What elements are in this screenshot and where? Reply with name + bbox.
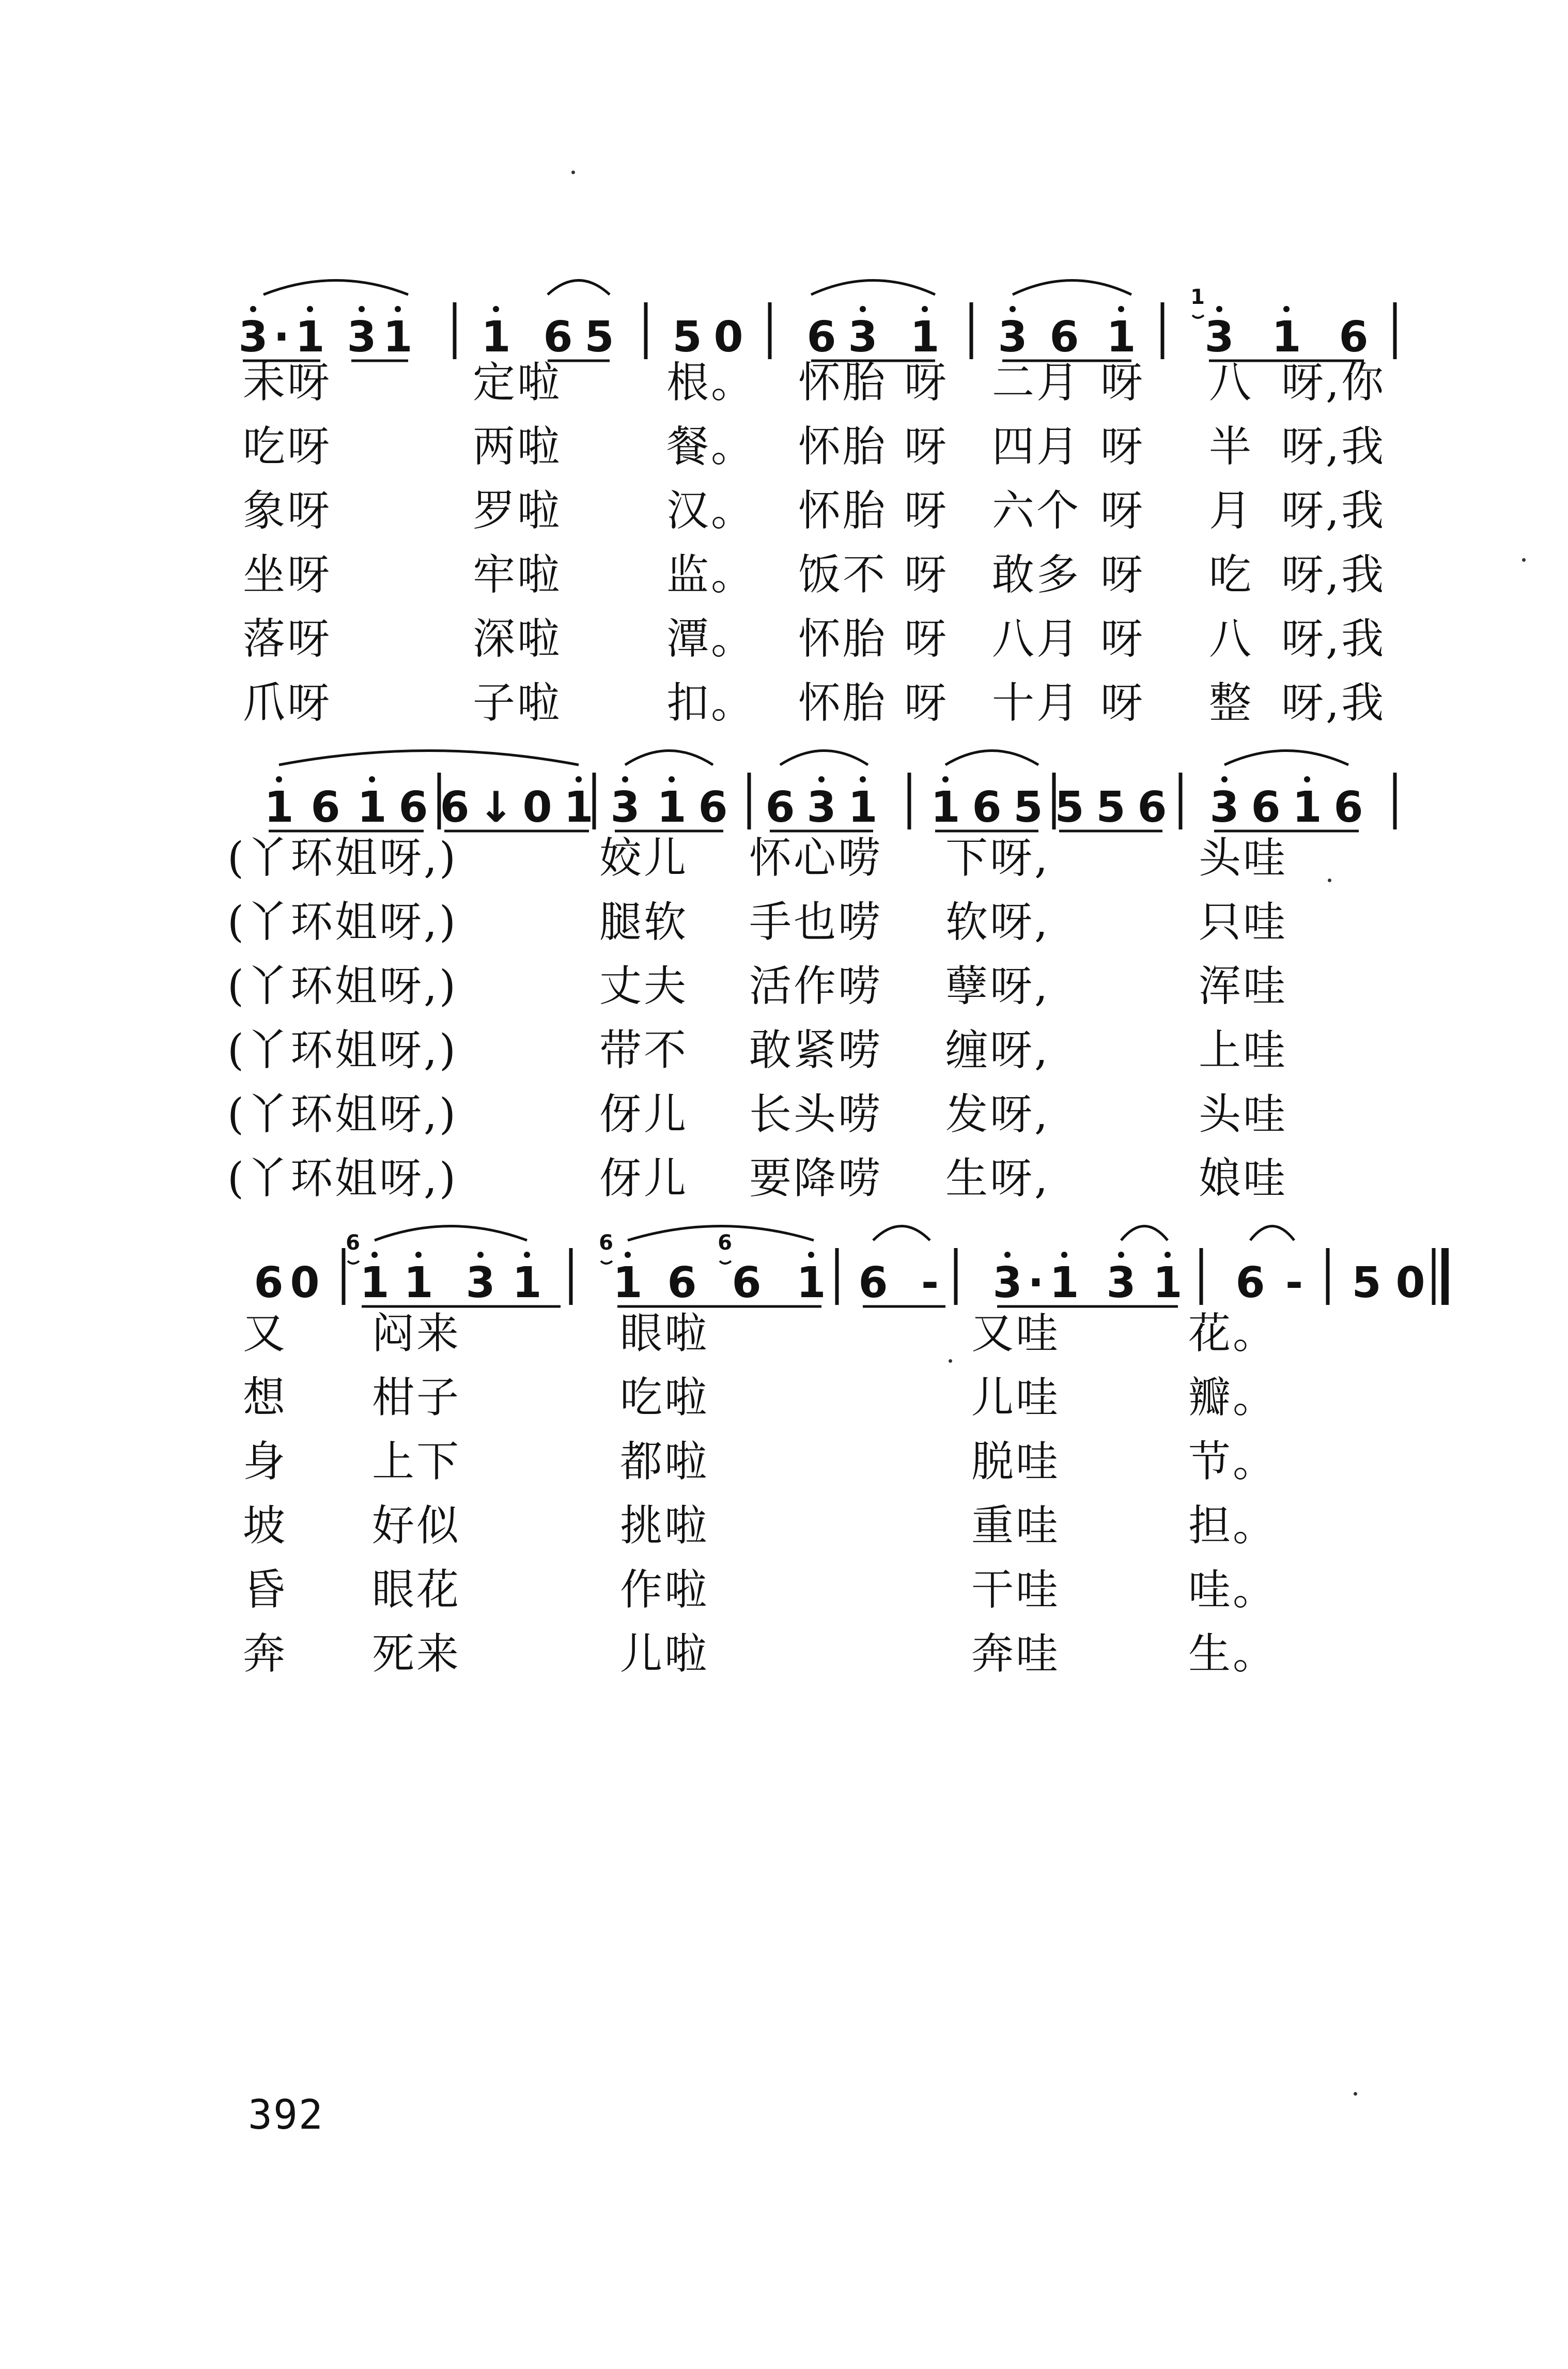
lyric-text: 伢儿	[599, 1090, 689, 1139]
note-digit: 1	[295, 313, 325, 362]
lyric-text: 长头唠	[749, 1090, 883, 1139]
lyric-text: 吃呀	[243, 422, 332, 471]
lyric-text: 根。	[666, 358, 756, 407]
lyric-text: 敢紧唠	[749, 1026, 883, 1075]
note-digit: 1	[357, 783, 387, 832]
lyric-text: 怀胎	[798, 679, 888, 728]
note-digit: 1	[1153, 1258, 1183, 1307]
lyric-text: 怀胎	[798, 422, 888, 471]
lyric-text: 干哇	[971, 1565, 1061, 1614]
slur-arc	[263, 281, 408, 295]
lyric-text: 生。	[1188, 1629, 1278, 1679]
lyric-text: 坡	[243, 1501, 288, 1550]
page-number: 392	[248, 2092, 324, 2139]
octave-dot-above	[818, 776, 825, 782]
scan-speck	[1354, 2092, 1357, 2096]
lyric-text: 罗啦	[473, 486, 562, 535]
note-digit: 1	[360, 1258, 390, 1307]
lyric-text: 呀	[1100, 614, 1145, 664]
lyric-text: 软呀,	[945, 898, 1050, 947]
note-digit: 6	[858, 1258, 888, 1307]
lyric-text: 身	[243, 1437, 288, 1486]
note-digit: 5	[1096, 783, 1126, 832]
octave-dot-above	[1061, 1252, 1067, 1258]
lyric-text: 监。	[666, 550, 756, 599]
lyric-text: 呀	[904, 679, 949, 728]
octave-dot-above	[371, 1252, 378, 1258]
octave-dot-above	[942, 776, 949, 782]
lyric-text: 敢多	[992, 550, 1081, 599]
lyric-text: 怀胎	[798, 614, 888, 664]
lyric-text: 丈夫	[599, 962, 689, 1011]
note-digit: 5	[1054, 783, 1084, 832]
lyric-text: 闷来	[372, 1309, 461, 1358]
lyric-text: 呀,我	[1281, 486, 1386, 535]
note-digit: 6	[440, 783, 470, 832]
octave-dot-above	[922, 306, 928, 312]
note-digit: 1	[1292, 783, 1322, 832]
lyric-text: 饭不	[798, 550, 888, 599]
lyric-text: 整	[1209, 679, 1254, 728]
note-digit: 3	[1209, 783, 1239, 832]
note-digit: 1	[264, 783, 294, 832]
octave-dot-above	[1004, 1252, 1011, 1258]
lyric-text: 瓣。	[1188, 1373, 1278, 1422]
augmentation-dot: ·	[273, 313, 290, 362]
lyric-text: (丫环姐呀,)	[227, 1090, 458, 1139]
lyric-text: 吃啦	[620, 1373, 709, 1422]
lyric-text: (丫环姐呀,)	[227, 1026, 458, 1075]
lyric-text: 深啦	[473, 614, 562, 664]
lyric-text: 呀	[904, 614, 949, 664]
lyric-text: 二月	[992, 358, 1081, 407]
note-digit: 1	[1106, 313, 1136, 362]
lyric-text: 怀胎	[798, 358, 888, 407]
octave-dot-above	[860, 306, 866, 312]
lyric-text: 两啦	[473, 422, 562, 471]
scan-speck	[571, 171, 575, 174]
lyric-text: 又哇	[971, 1309, 1061, 1358]
octave-dot-above	[369, 776, 375, 782]
note-digit: 3	[806, 783, 836, 832]
lyric-text: 浑哇	[1199, 962, 1288, 1011]
note-digit: 0	[713, 313, 743, 362]
lyric-text: 眼啦	[620, 1309, 709, 1358]
lyric-text: 好似	[372, 1501, 461, 1550]
note-digit: 1	[910, 313, 940, 362]
lyric-text: 孽呀,	[945, 962, 1050, 1011]
note-digit: 6	[254, 1258, 284, 1307]
note-digit: 3	[848, 313, 878, 362]
lyric-text: 呀,我	[1281, 614, 1386, 664]
note-digit: 6	[765, 783, 795, 832]
note-digit: 6	[1137, 783, 1167, 832]
octave-dot-above	[1304, 776, 1310, 782]
note-digit: 0	[522, 783, 552, 832]
octave-dot-above	[669, 776, 675, 782]
lyric-text: (丫环姐呀,)	[227, 898, 458, 947]
lyric-text: 活作唠	[749, 962, 883, 1011]
note-digit: 5	[1352, 1258, 1381, 1307]
octave-dot-above	[1221, 776, 1228, 782]
lyric-text: 重哇	[971, 1501, 1061, 1550]
lyric-text: (丫环姐呀,)	[227, 962, 458, 1011]
note-digit: 1	[657, 783, 687, 832]
lyric-text: 挑啦	[620, 1501, 709, 1550]
notation-system-1	[0, 238, 1568, 372]
lyric-text: 定啦	[473, 358, 562, 407]
lyric-text: 象呀	[243, 486, 332, 535]
octave-dot-above	[576, 776, 582, 782]
note-digit: 6	[1339, 313, 1369, 362]
lyric-text: (丫环姐呀,)	[227, 834, 458, 883]
lyric-text: 节。	[1188, 1437, 1278, 1486]
lyric-text: 要降唠	[749, 1154, 883, 1203]
lyric-text: (丫环姐呀,)	[227, 1154, 458, 1203]
note-digit: 6	[543, 313, 573, 362]
lyric-text: 儿哇	[971, 1373, 1061, 1422]
lyric-text: 月	[1209, 486, 1254, 535]
note-digit: 6	[667, 1258, 697, 1307]
octave-dot-above	[1165, 1252, 1171, 1258]
note-digit: 6	[972, 783, 1002, 832]
octave-dot-above	[307, 306, 313, 312]
note-digit: 5	[672, 313, 702, 362]
lyric-text: 上下	[372, 1437, 461, 1486]
note-digit: 1	[403, 1258, 433, 1307]
slur-arc	[1013, 281, 1131, 295]
note-digit: 6	[806, 313, 836, 362]
note-digit: 6	[732, 1258, 762, 1307]
lyric-text: 姣儿	[599, 834, 689, 883]
lyric-text: 呀,我	[1281, 679, 1386, 728]
note-digit: 5	[1013, 783, 1043, 832]
octave-dot-above	[1216, 306, 1222, 312]
lyric-text: 六个	[992, 486, 1081, 535]
octave-dot-above	[395, 306, 401, 312]
note-digit: 1	[848, 783, 878, 832]
lyric-text: 带不	[599, 1026, 689, 1075]
scan-speck	[1522, 558, 1526, 562]
note-digit: 1	[613, 1258, 643, 1307]
note-digit: 1	[564, 783, 594, 832]
lyric-text: 呀	[904, 550, 949, 599]
lyric-text: 吃	[1209, 550, 1254, 599]
grace-note: 6	[346, 1231, 360, 1255]
note-digit: 1	[1049, 1258, 1079, 1307]
lyric-text: 呀,我	[1281, 550, 1386, 599]
lyric-text: 哇。	[1188, 1565, 1278, 1614]
lyric-text: 呀	[904, 486, 949, 535]
lyric-text: 八	[1209, 358, 1254, 407]
note-digit: 3	[992, 1258, 1022, 1307]
note-digit: 1	[796, 1258, 826, 1307]
augmentation-dot: ·	[1028, 1258, 1044, 1307]
note-digit: 6	[698, 783, 728, 832]
octave-dot-above	[1118, 306, 1124, 312]
note-digit: 1	[481, 313, 511, 362]
slur-arc	[811, 281, 935, 295]
lyric-text: 头哇	[1199, 1090, 1288, 1139]
note-digit: 3	[465, 1258, 495, 1307]
octave-dot-above	[1010, 306, 1016, 312]
lyric-text: 都啦	[620, 1437, 709, 1486]
lyric-text: 十月	[992, 679, 1081, 728]
note-digit: 6	[311, 783, 340, 832]
notation-system-2	[0, 708, 1568, 842]
grace-tie	[720, 1261, 731, 1264]
note-digit: 6	[1235, 1258, 1265, 1307]
lyric-text: 下呀,	[945, 834, 1050, 883]
slur-arc	[873, 1226, 930, 1241]
slur-arc	[780, 751, 868, 765]
lyric-text: 儿啦	[620, 1629, 709, 1679]
lyric-text: 未呀	[243, 358, 332, 407]
lyric-text: 落呀	[243, 614, 332, 664]
slur-arc	[375, 1226, 527, 1241]
note-digit: 3	[610, 783, 640, 832]
lyric-text: 昏	[243, 1565, 288, 1614]
lyric-text: 奔	[243, 1629, 288, 1679]
lyric-text: 奔哇	[971, 1629, 1061, 1679]
note-digit: 6	[398, 783, 428, 832]
note-digit: 1	[1271, 313, 1301, 362]
lyric-text: 娘哇	[1199, 1154, 1288, 1203]
lyric-text: 八月	[992, 614, 1081, 664]
lyric-text: 呀	[1100, 550, 1145, 599]
octave-dot-above	[524, 1252, 530, 1258]
note-digit: 3	[1106, 1258, 1136, 1307]
octave-dot-above	[493, 306, 499, 312]
lyric-text: 八	[1209, 614, 1254, 664]
octave-dot-above	[250, 306, 256, 312]
notation-system-3	[0, 1183, 1568, 1318]
octave-dot-above	[359, 306, 365, 312]
lyric-text: 上哇	[1199, 1026, 1288, 1075]
octave-dot-above	[625, 1252, 631, 1258]
scan-speck	[1328, 879, 1331, 882]
octave-dot-above	[860, 776, 866, 782]
lyric-text: 呀,我	[1281, 422, 1386, 471]
octave-dot-above	[808, 1252, 814, 1258]
note-digit: 1	[512, 1258, 542, 1307]
slur-arc	[1224, 751, 1348, 765]
note-digit: 1	[383, 313, 413, 362]
note-digit: 3	[998, 313, 1028, 362]
lyric-text: 伢儿	[599, 1154, 689, 1203]
lyric-text: 呀	[904, 422, 949, 471]
lyric-text: 呀	[1100, 486, 1145, 535]
note-digit: 5	[584, 313, 614, 362]
note-digit: 0	[1395, 1258, 1425, 1307]
lyric-text: 缠呀,	[945, 1026, 1050, 1075]
lyric-text: 潭。	[666, 614, 756, 664]
lyric-text: 呀	[1100, 679, 1145, 728]
lyric-text: 呀	[904, 358, 949, 407]
note-digit: 0	[290, 1258, 320, 1307]
grace-note: 1	[1190, 285, 1205, 309]
note-digit: 6	[1333, 783, 1363, 832]
note-digit: 3	[238, 313, 268, 362]
lyric-text: 又	[243, 1309, 288, 1358]
lyric-text: 怀心唠	[749, 834, 883, 883]
lyric-text: 爪呀	[243, 679, 332, 728]
scan-speck	[949, 1359, 952, 1363]
note-digit: 6	[1251, 783, 1281, 832]
grace-tie	[1192, 315, 1204, 318]
lyric-text: 柑子	[372, 1373, 461, 1422]
lyric-text: 生呀,	[945, 1154, 1050, 1203]
note-digit: 6	[1049, 313, 1079, 362]
octave-dot-above	[1118, 1252, 1124, 1258]
grace-tie	[348, 1261, 359, 1264]
lyric-text: 餐。	[666, 422, 756, 471]
octave-dot-above	[1283, 306, 1290, 312]
lyric-text: 只哇	[1199, 898, 1288, 947]
slur-arc	[625, 751, 713, 765]
grace-note: 6	[599, 1231, 613, 1255]
lyric-text: 牢啦	[473, 550, 562, 599]
note-digit: 3	[1204, 313, 1234, 362]
lyric-text: 子啦	[473, 679, 562, 728]
slur-arc	[1250, 1226, 1294, 1241]
lyric-text: 半	[1209, 422, 1254, 471]
lyric-text: 呀	[1100, 358, 1145, 407]
lyric-text: 发呀,	[945, 1090, 1050, 1139]
lyric-text: 汉。	[666, 486, 756, 535]
lyric-text: 手也唠	[749, 898, 883, 947]
octave-dot-above	[622, 776, 628, 782]
octave-dot-above	[276, 776, 282, 782]
note-digit: ↓	[478, 783, 514, 832]
lyric-text: 想	[243, 1373, 288, 1422]
note-digit: -	[921, 1258, 939, 1307]
lyric-text: 花。	[1188, 1309, 1278, 1358]
note-digit: 1	[930, 783, 960, 832]
lyric-text: 坐呀	[243, 550, 332, 599]
lyric-text: 担。	[1188, 1501, 1278, 1550]
lyric-text: 脱哇	[971, 1437, 1061, 1486]
slur-arc	[279, 751, 579, 765]
slur-arc	[945, 751, 1038, 765]
note-digit: 3	[347, 313, 377, 362]
lyric-text: 四月	[992, 422, 1081, 471]
octave-dot-above	[477, 1252, 484, 1258]
lyric-text: 呀	[1100, 422, 1145, 471]
lyric-text: 眼花	[372, 1565, 461, 1614]
lyric-text: 呀,你	[1281, 358, 1386, 407]
lyric-text: 腿软	[599, 898, 689, 947]
note-digit: -	[1285, 1258, 1303, 1307]
lyric-text: 作啦	[620, 1565, 709, 1614]
octave-dot-above	[415, 1252, 422, 1258]
lyric-text: 怀胎	[798, 486, 888, 535]
lyric-text: 死来	[372, 1629, 461, 1679]
grace-note: 6	[718, 1231, 732, 1255]
slur-arc	[1121, 1226, 1168, 1241]
slur-arc	[548, 281, 610, 295]
grace-tie	[601, 1261, 612, 1264]
lyric-text: 头哇	[1199, 834, 1288, 883]
lyric-text: 扣。	[666, 679, 756, 728]
